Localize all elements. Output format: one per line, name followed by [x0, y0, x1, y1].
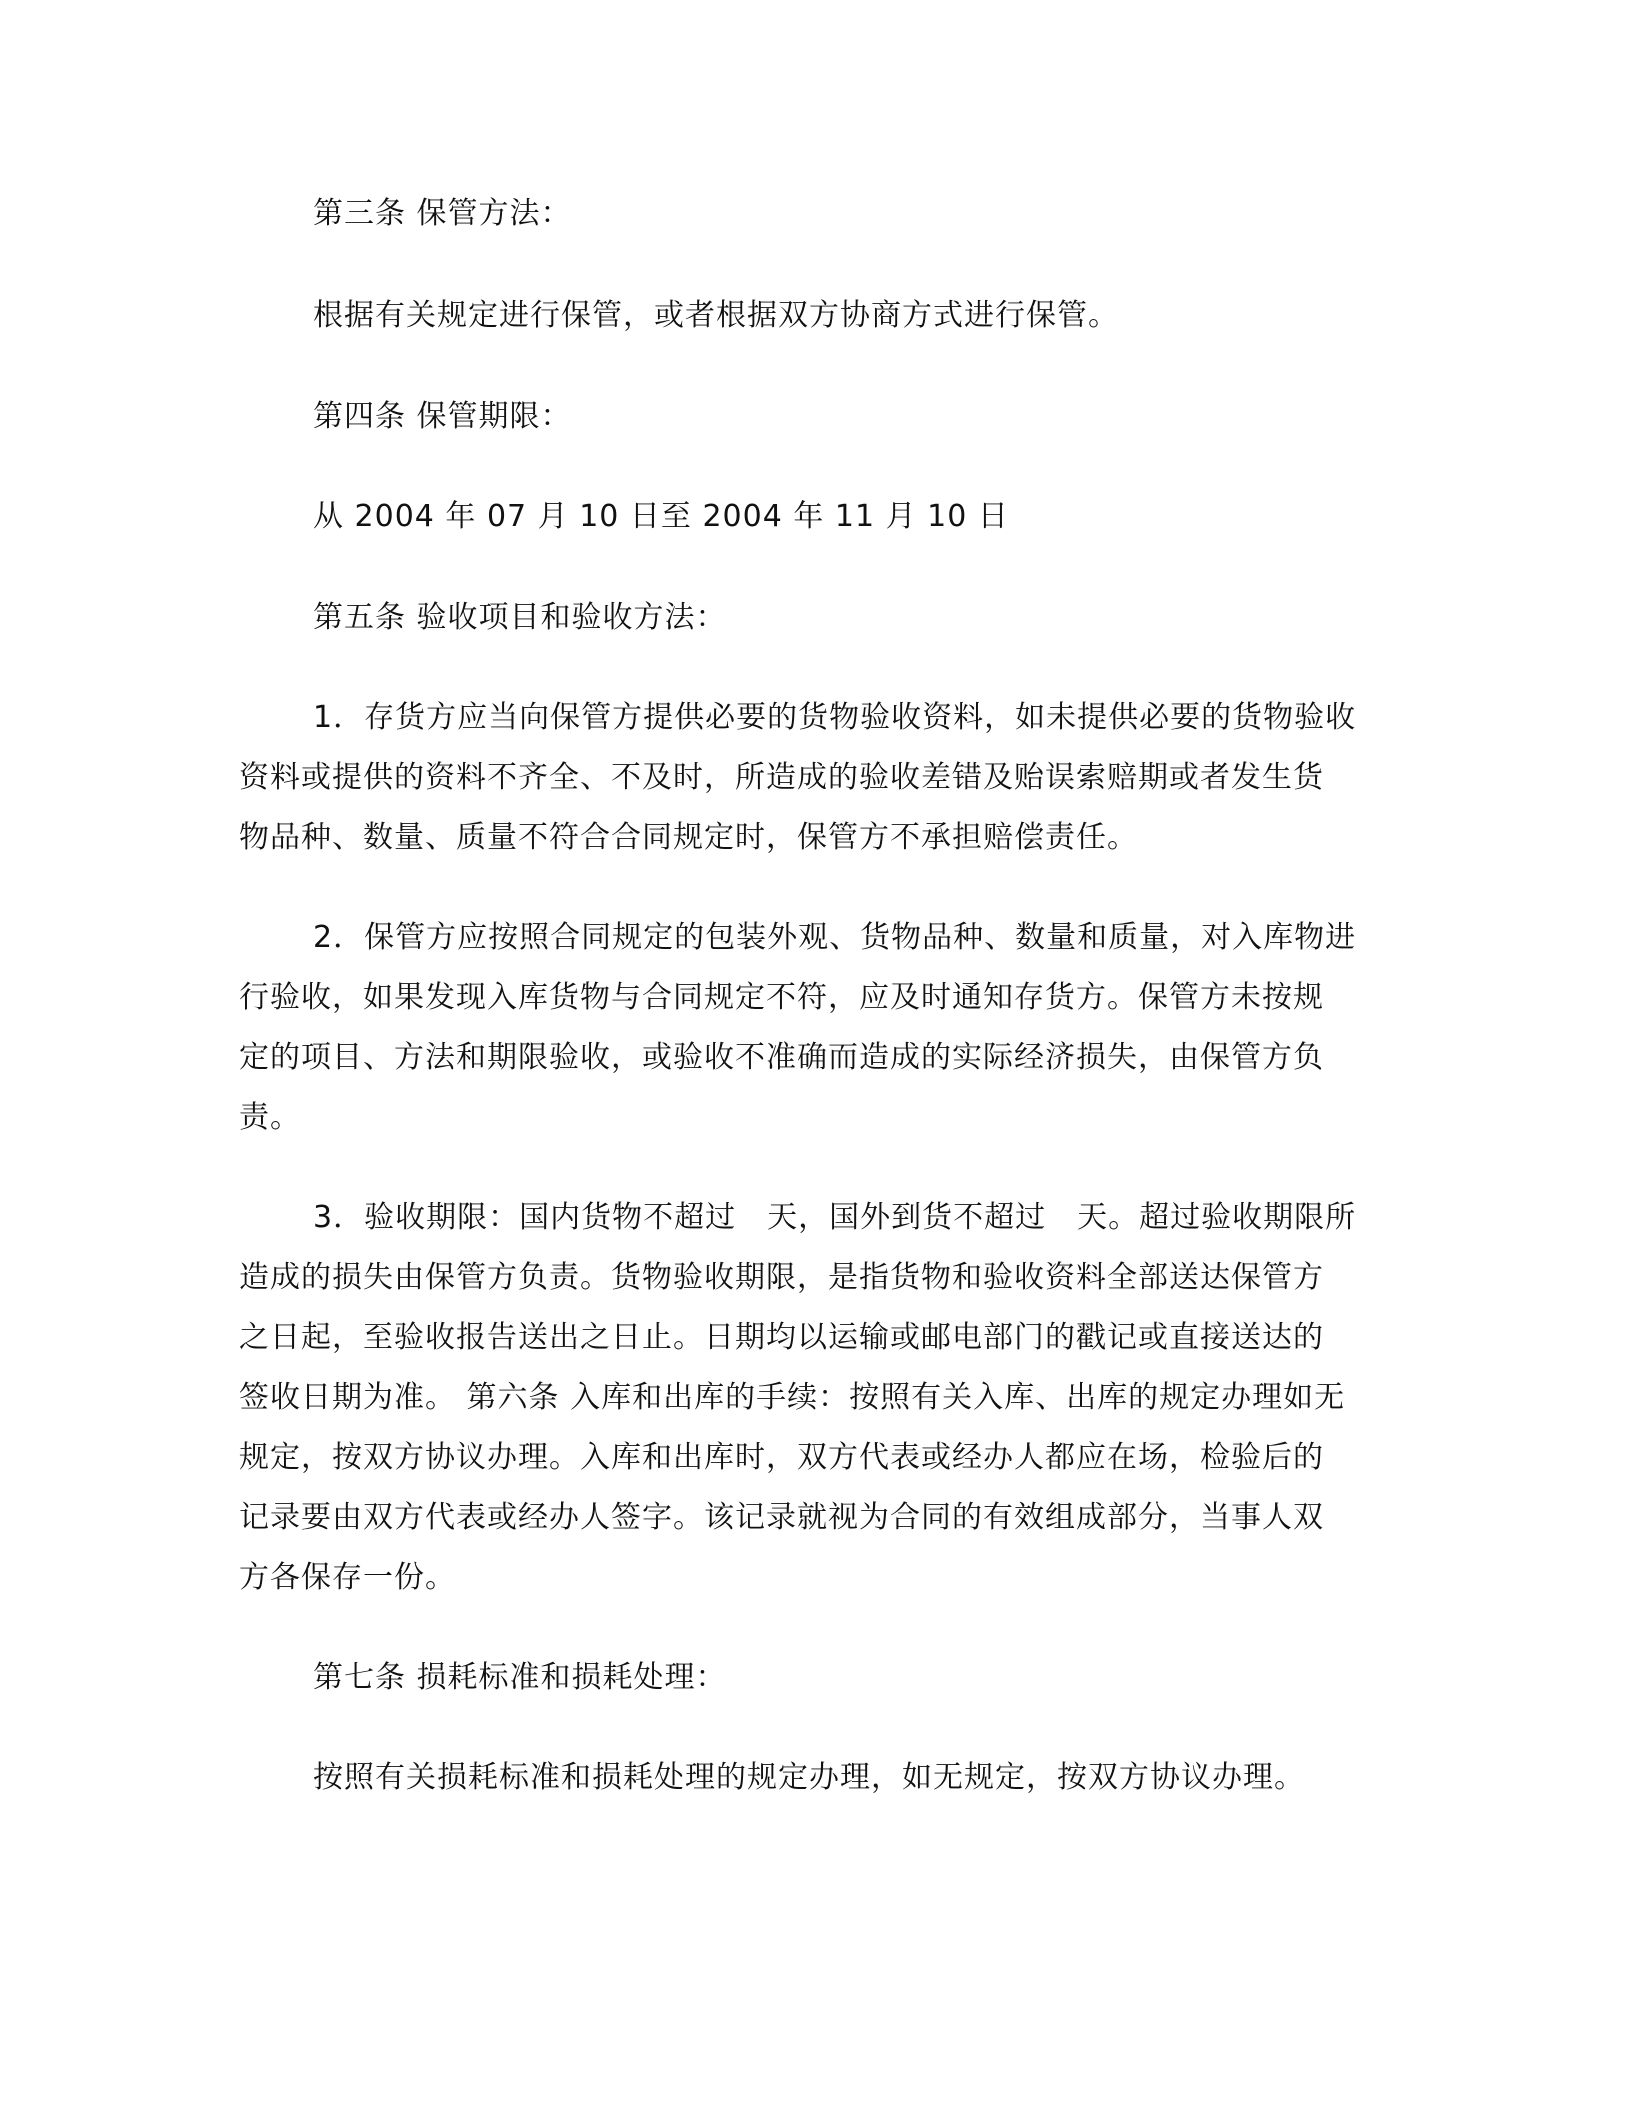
item-2-line-3: 定的项目、方法和期限验收，或验收不准确而造成的实际经济损失，由保管方负	[239, 1040, 1324, 1075]
item-2-line-4: 责。	[239, 1100, 301, 1135]
item-1-line-2: 资料或提供的资料不齐全、不及时，所造成的验收差错及贻误索赔期或者发生货	[239, 760, 1324, 795]
item-1-line-3: 物品种、数量、质量不符合合同规定时，保管方不承担赔偿责任。	[239, 820, 1138, 855]
item-3-line-2: 造成的损失由保管方负责。货物验收期限，是指货物和验收资料全部送达保管方	[239, 1260, 1324, 1295]
item-3-line-3: 之日起，至验收报告送出之日止。日期均以运输或邮电部门的戳记或直接送达的	[239, 1320, 1324, 1355]
article-4-body: 从 2004 年 07 月 10 日至 2004 年 11 月 10 日	[313, 499, 1009, 534]
article-3-heading: 第三条 保管方法：	[313, 196, 572, 231]
article-4-heading: 第四条 保管期限：	[313, 399, 572, 434]
article-3-body: 根据有关规定进行保管，或者根据双方协商方式进行保管。	[313, 298, 1119, 333]
item-3-line-1: 3．验收期限：国内货物不超过 天，国外到货不超过 天。超过验收期限所	[313, 1200, 1357, 1235]
article-7-body: 按照有关损耗标准和损耗处理的规定办理，如无规定，按双方协议办理。	[313, 1760, 1305, 1795]
item-3-line-5: 规定，按双方协议办理。入库和出库时，双方代表或经办人都应在场，检验后的	[239, 1440, 1324, 1475]
item-3-line-7: 方各保存一份。	[239, 1560, 456, 1595]
article-5-heading: 第五条 验收项目和验收方法：	[313, 600, 727, 635]
item-1-line-1: 1．存货方应当向保管方提供必要的货物验收资料，如未提供必要的货物验收	[313, 700, 1357, 735]
item-3-line-6: 记录要由双方代表或经办人签字。该记录就视为合同的有效组成部分，当事人双	[239, 1500, 1324, 1535]
item-3-line-4: 签收日期为准。 第六条 入库和出库的手续：按照有关入库、出库的规定办理如无	[239, 1380, 1346, 1415]
item-2-line-2: 行验收，如果发现入库货物与合同规定不符，应及时通知存货方。保管方未按规	[239, 980, 1324, 1015]
item-2-line-1: 2．保管方应按照合同规定的包装外观、货物品种、数量和质量，对入库物进	[313, 920, 1357, 955]
article-7-heading: 第七条 损耗标准和损耗处理：	[313, 1660, 727, 1695]
